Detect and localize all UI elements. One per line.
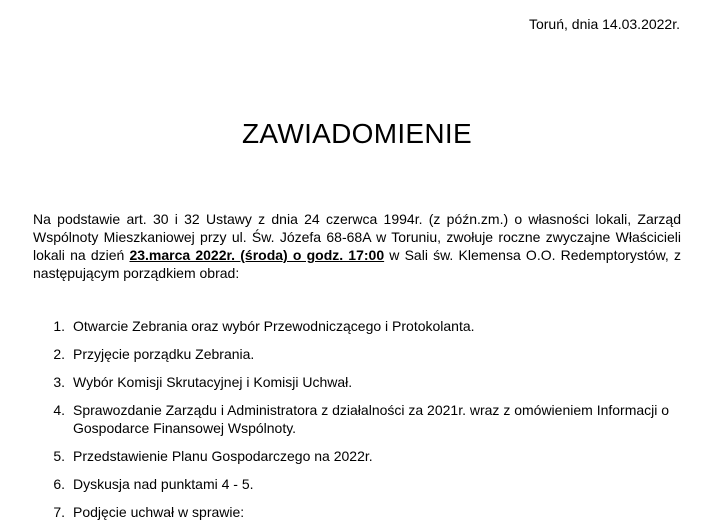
agenda-item bbox=[33, 345, 681, 363]
agenda-item-number: 2. bbox=[53, 346, 65, 362]
agenda-item-text: Przyjęcie porządku Zebrania. bbox=[73, 346, 255, 362]
agenda-item-text: Wybór Komisji Skrutacyjnej i Komisji Uchwał. bbox=[73, 374, 353, 390]
intro-paragraph bbox=[33, 210, 681, 282]
agenda-item-number: 1. bbox=[53, 318, 65, 334]
agenda-item-number: 7. bbox=[53, 504, 65, 520]
document-title: ZAWIADOMIENIE bbox=[242, 118, 472, 149]
agenda-item-number: 5. bbox=[53, 448, 65, 464]
agenda-item bbox=[33, 475, 681, 493]
intro-text-before: Na podstawie art. 30 i 32 Ustawy z dnia 24 czerwca 1994r. (z późn.zm.) o własności lokali, Zarząd Wspólnoty Mieszkaniowej przy ul. Św. Józefa 68-68A w Toruniu, zwołuje roczne zwyczajne Właścicieli lokali na dzień bbox=[33, 211, 681, 263]
agenda-item-text: Dyskusja nad punktami 4 - 5. bbox=[73, 476, 254, 492]
agenda-item bbox=[33, 317, 681, 335]
agenda-item-text: Sprawozdanie Zarządu i Administratora z działalności za 2021r. wraz z omówieniem Informacji o Gospodarce Finansowej Wspólnoty. bbox=[73, 402, 670, 436]
agenda-item-number: 3. bbox=[53, 374, 65, 390]
agenda-item-text: Przedstawienie Planu Gospodarczego na 2022r. bbox=[73, 448, 373, 464]
agenda-item bbox=[33, 447, 681, 465]
agenda-item-number: 6. bbox=[53, 476, 65, 492]
agenda-item bbox=[33, 401, 681, 437]
agenda-item-text: Podjęcie uchwał w sprawie: bbox=[73, 504, 245, 520]
place-date: Toruń, dnia 14.03.2022r. bbox=[528, 16, 680, 32]
agenda-list bbox=[33, 317, 681, 531]
intro-text-after: w Sali św. Klemensa O.O. Redemptorystów, z następującym porządkiem obrad: bbox=[33, 247, 681, 281]
agenda-item-text: Otwarcie Zebrania oraz wybór Przewodniczącego i Protokolanta. bbox=[73, 318, 475, 334]
agenda-item-number: 4. bbox=[53, 402, 65, 418]
agenda-item bbox=[33, 373, 681, 391]
meeting-date-highlight: 23.marca 2022r. (środa) o godz. 17:00 bbox=[129, 247, 385, 263]
agenda-item bbox=[33, 503, 681, 521]
